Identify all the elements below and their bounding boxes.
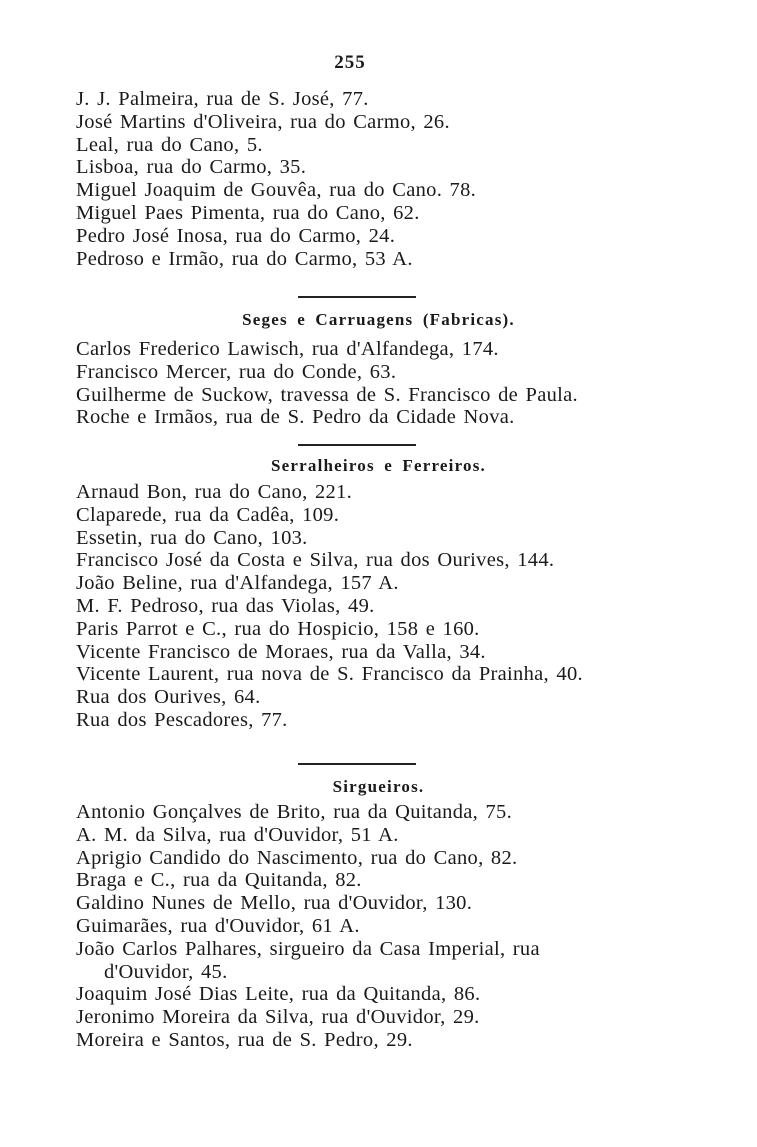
- section-divider: [298, 763, 416, 765]
- list-item: Essetin, rua do Cano, 103.: [76, 526, 308, 549]
- list-item: Guilherme de Suckow, travessa de S. Francisco de Paula.: [76, 383, 578, 406]
- list-item: J. J. Palmeira, rua de S. José, 77.: [76, 88, 369, 110]
- section-heading-serralheiros: Serralheiros e Ferreiros.: [270, 456, 487, 475]
- list-item: Carlos Frederico Lawisch, rua d'Alfandega, 174.: [76, 338, 499, 360]
- list-item: José Martins d'Oliveira, rua do Carmo, 26.: [76, 110, 450, 133]
- section-divider: [298, 444, 416, 446]
- list-item: Lisboa, rua do Carmo, 35.: [76, 156, 307, 179]
- list-item: A. M. da Silva, rua d'Ouvidor, 51 A.: [76, 823, 399, 846]
- list-item: Vicente Francisco de Moraes, rua da Valla, 34.: [76, 640, 486, 663]
- list-item: Joaquim José Dias Leite, rua da Quitanda, 86.: [76, 983, 481, 1006]
- section-heading-seges: Seges e Carruagens (Fabricas).: [242, 310, 515, 329]
- list-item: Pedroso e Irmão, rua do Carmo, 53 A.: [76, 247, 413, 270]
- list-item: Antonio Gonçalves de Brito, rua da Quitanda, 75.: [76, 801, 513, 823]
- entries-list-seges: [76, 338, 578, 429]
- list-item: Francisco Mercer, rua do Conde, 63.: [76, 360, 397, 383]
- section-heading-sirgueiros: Sirgueiros.: [332, 777, 425, 796]
- list-item: Arnaud Bon, rua do Cano, 221.: [76, 481, 353, 503]
- list-item: Paris Parrot e C., rua do Hospicio, 158 e 160.: [76, 617, 480, 640]
- list-item: Claparede, rua da Cadêa, 109.: [76, 503, 340, 526]
- list-item: Braga e C., rua da Quitanda, 82.: [76, 869, 362, 892]
- list-item: Francisco José da Costa e Silva, rua dos Ourives, 144.: [76, 549, 555, 572]
- list-item: Roche e Irmãos, rua de S. Pedro da Cidade Nova.: [76, 406, 515, 429]
- list-item: Moreira e Santos, rua de S. Pedro, 29.: [76, 1028, 413, 1051]
- list-item: Rua dos Ourives, 64.: [76, 686, 261, 709]
- page-number: 255: [334, 52, 366, 73]
- list-item: Rua dos Pescadores, 77.: [76, 708, 288, 731]
- list-item: Aprigio Candido do Nascimento, rua do Cano, 82.: [76, 846, 518, 869]
- entries-list-sirgueiros: [76, 801, 540, 1052]
- list-item-continuation: d'Ouvidor, 45.: [104, 960, 228, 983]
- section-divider: [298, 296, 416, 298]
- list-item: Leal, rua do Cano, 5.: [76, 133, 263, 156]
- list-item: Pedro José Inosa, rua do Carmo, 24.: [76, 224, 396, 247]
- list-item: Guimarães, rua d'Ouvidor, 61 A.: [76, 914, 360, 937]
- list-item: Jeronimo Moreira da Silva, rua d'Ouvidor, 29.: [76, 1006, 480, 1029]
- list-item: Galdino Nunes de Mello, rua d'Ouvidor, 130.: [76, 892, 473, 915]
- list-item: João Beline, rua d'Alfandega, 157 A.: [76, 572, 399, 595]
- list-item: Vicente Laurent, rua nova de S. Francisco da Prainha, 40.: [76, 663, 583, 686]
- entries-list-serralheiros: [76, 481, 583, 732]
- list-item: Miguel Paes Pimenta, rua do Cano, 62.: [76, 201, 420, 224]
- entries-list-continued: [76, 88, 476, 270]
- list-item: João Carlos Palhares, sirgueiro da Casa Imperial, rua: [76, 937, 540, 960]
- list-item: M. F. Pedroso, rua das Violas, 49.: [76, 594, 375, 617]
- list-item: Miguel Joaquim de Gouvêa, rua do Cano. 78.: [76, 179, 477, 202]
